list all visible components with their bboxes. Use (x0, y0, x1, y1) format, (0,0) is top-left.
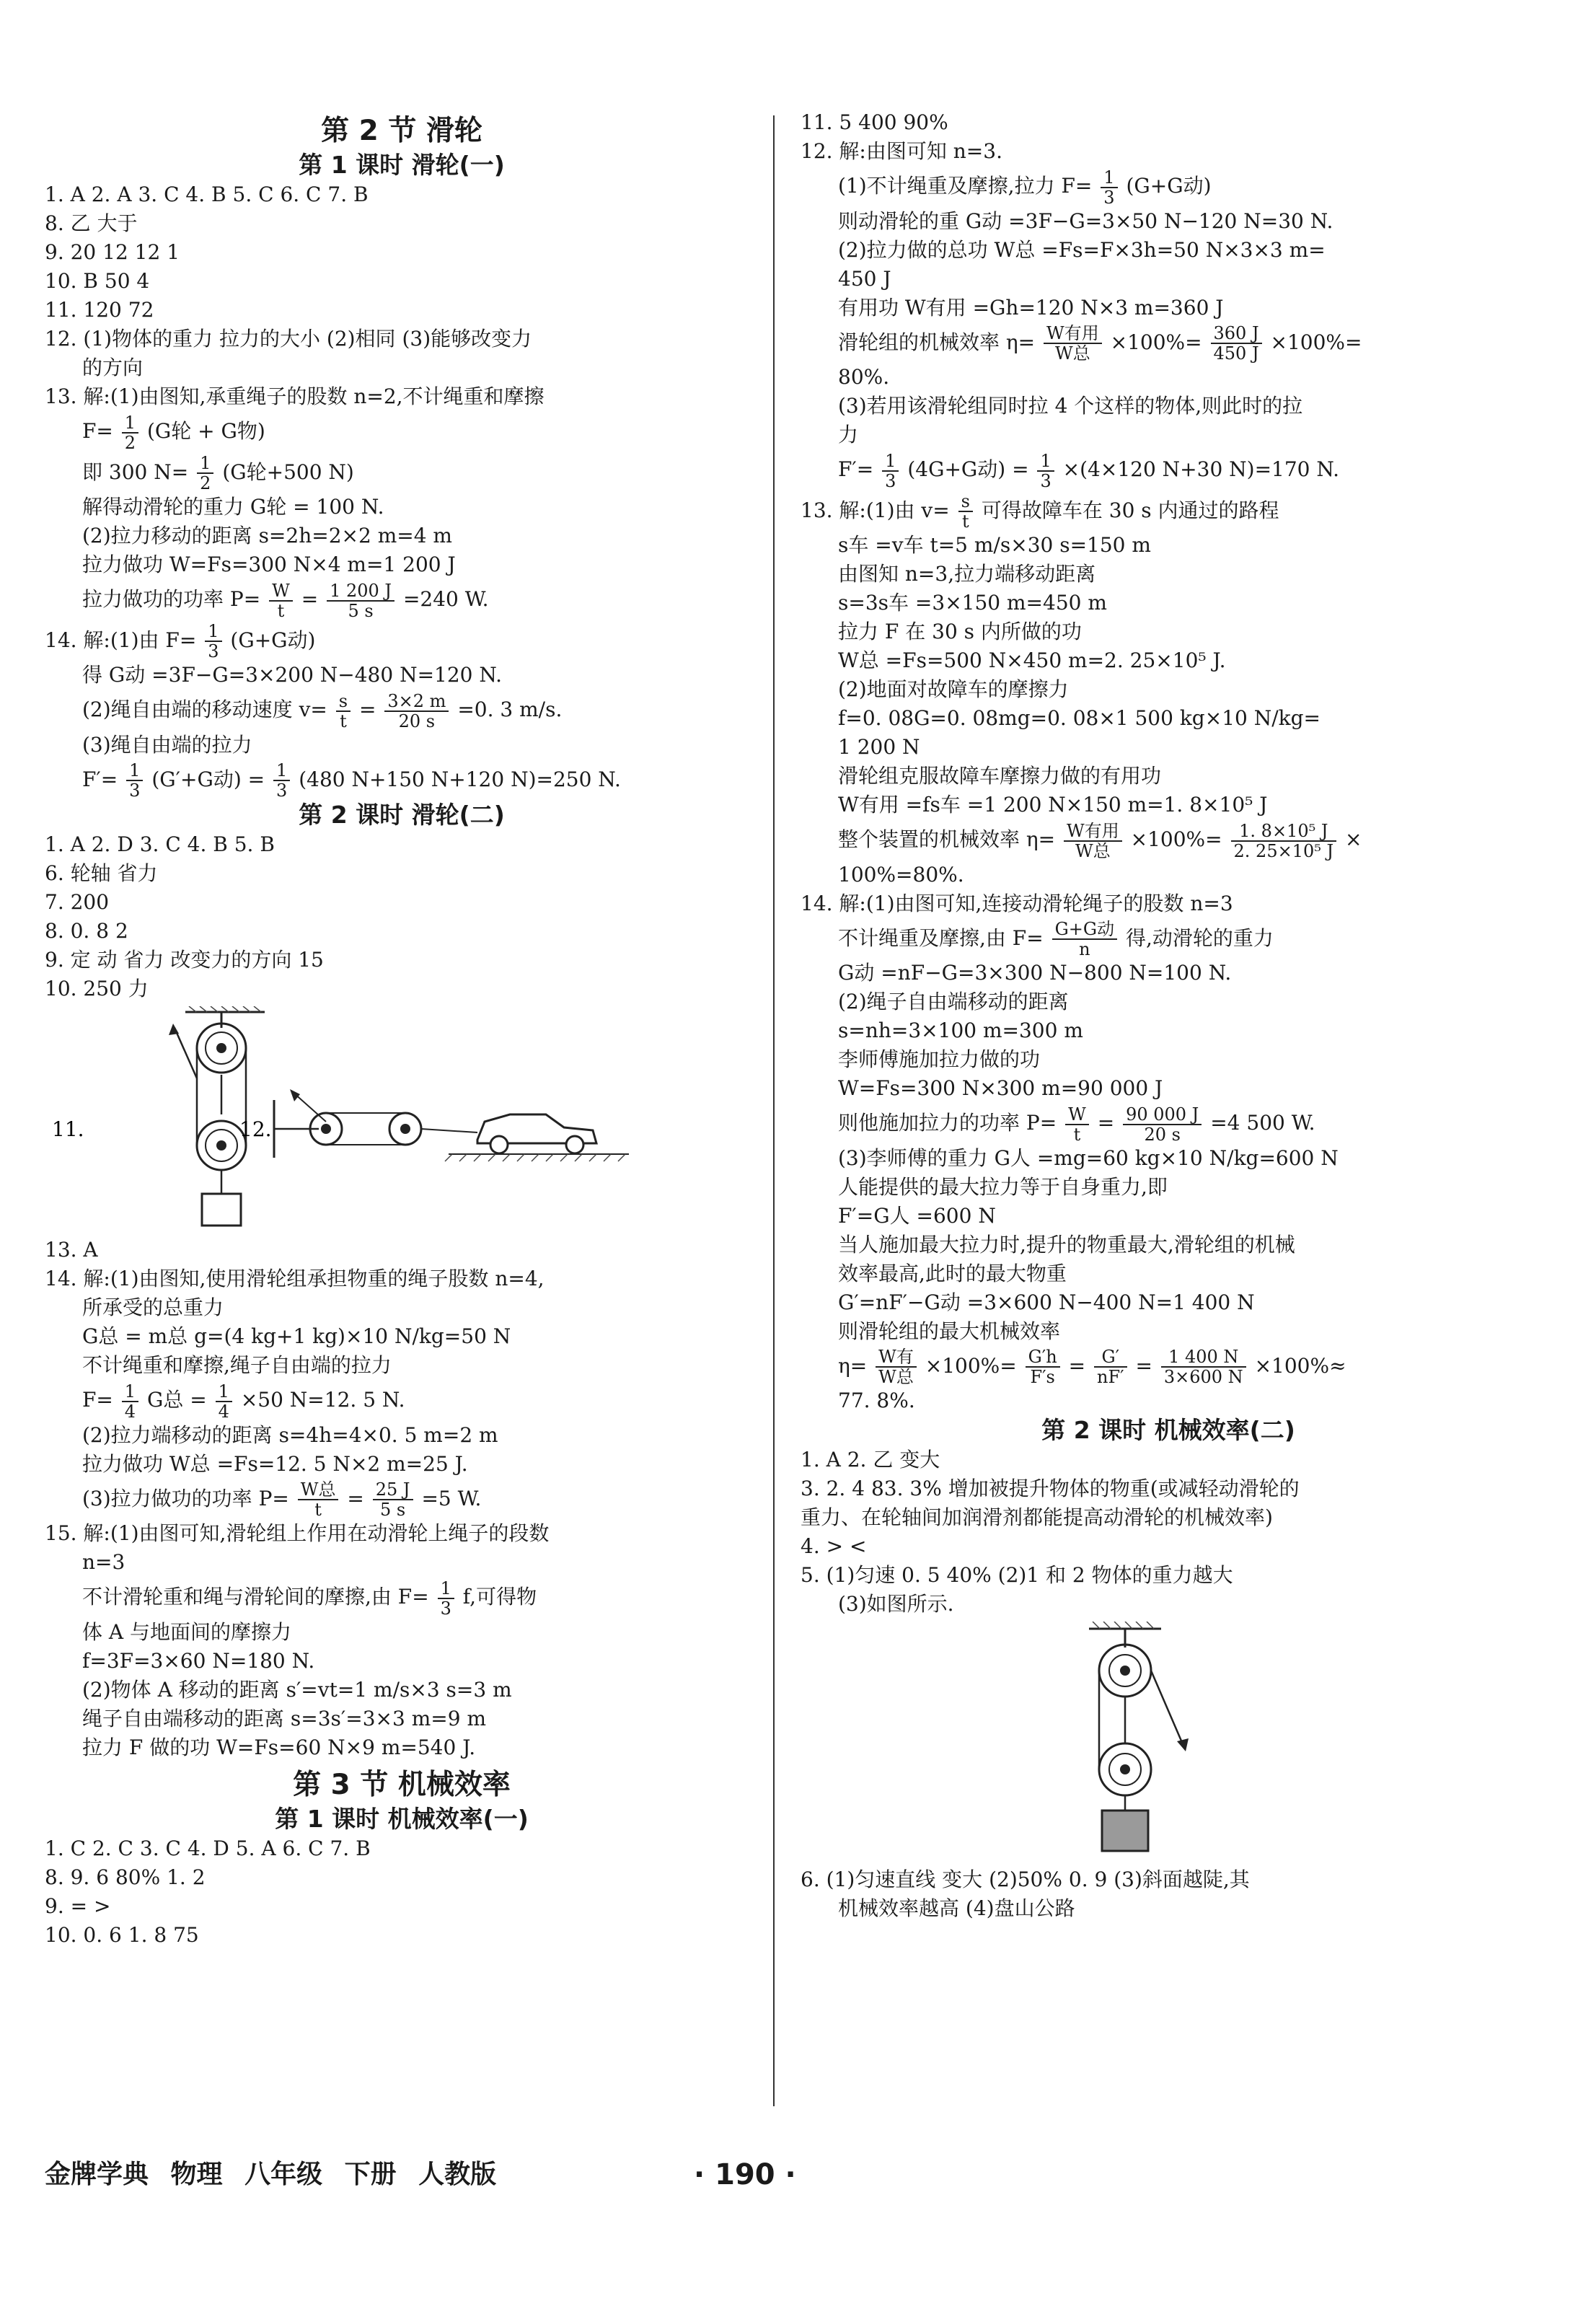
fraction: $\frac{\text{G+G动}}{n}$ (1052, 920, 1117, 959)
solution-line: 14. 解:(1)由 F= $\frac{1}{3}$ (G+G动) (45, 621, 316, 661)
answer-line: 1. A 2. 乙 变大 (801, 1448, 940, 1471)
solution-line: 则他施加拉力的功率 P= $\frac{W}{t}$ = $\frac{90 000 J}{20 s}$ =4 500 W. (838, 1104, 1315, 1145)
solution-line: F= $\frac{1}{4}$ G总 = $\frac{1}{4}$ ×50 N=12. 5 N. (82, 1381, 405, 1422)
fraction: $\frac{1}{3}$ (1101, 168, 1117, 207)
solution-line: 所承受的总重力 (82, 1295, 224, 1319)
answer-line: 8. 0. 8 2 (45, 919, 128, 943)
fraction: $\frac{3\times 2 m}{20 s}$ (384, 692, 449, 731)
answer-line: 机械效率越高 (4)盘山公路 (838, 1896, 1075, 1920)
solution-line: G动 =nF−G=3×300 N−800 N=100 N. (838, 961, 1232, 985)
solution-line: 得 G动 =3F−G=3×200 N−480 N=120 N. (82, 663, 502, 687)
fraction: $\frac{\text{W总}}{t}$ (298, 1480, 339, 1519)
fraction: $\frac{1}{3}$ (882, 452, 899, 490)
fraction: $\frac{1}{3}$ (1037, 452, 1054, 490)
solution-line: 15. 解:(1)由图可知,滑轮组上作用在动滑轮上绳子的段数 (45, 1521, 550, 1545)
page-footer (45, 2153, 1559, 2204)
solution-line: 14. 解:(1)由图知,使用滑轮组承担物重的绳子股数 n=4, (45, 1267, 545, 1290)
answer-line: 11. 5 400 90% (801, 110, 948, 134)
solution-line (45, 411, 759, 452)
solution-line: (2)绳自由端的移动速度 v= $\frac{s}{t}$ = $\frac{3\times 2 m}{20 s}$ =0. 3 m/s. (82, 690, 563, 731)
fraction: $\frac{\text{W有}}{\text{W总}}$ (876, 1347, 917, 1386)
formula-text: (G轮 + G物) (146, 419, 265, 443)
solution-line: 拉力做功的功率 P= $\frac{W}{t}$ = $\frac{1 200 J}{5 s}$ =240 W. (82, 580, 489, 621)
solution-line: 则动滑轮的重 G动 =3F−G=3×50 N−120 N=30 N. (838, 208, 1333, 233)
solution-line: 不计滑轮重和绳与滑轮间的摩擦,由 F= $\frac{1}{3}$ f,可得物 (82, 1578, 537, 1619)
answer-line: 13. A (45, 1238, 98, 1262)
answer-line: 11. 120 72 (45, 298, 154, 322)
answer-line: 8. 9. 6 80% 1. 2 (45, 1865, 206, 1889)
solution-line: s=nh=3×100 m=300 m (838, 1019, 1083, 1042)
solution-line: 滑轮组克服故障车摩擦力做的有用功 (838, 764, 1162, 788)
solution-line: 13. 解:(1)由图知,承重绳子的股数 n=2,不计绳重和摩擦 (45, 384, 545, 408)
solution-line: (3)拉力做功的功率 P= $\frac{\text{W总}}{t}$ = $\frac{25 J}{5 s}$ =5 W. (82, 1479, 482, 1520)
solution-line: F′= $\frac{1}{3}$ (G′+G动) = $\frac{1}{3}$ (480 N+150 N+120 N)=250 N. (82, 760, 621, 801)
solution-line: n=3 (82, 1550, 125, 1574)
formula-text: F= (82, 419, 113, 443)
fraction: $\frac{G'}{nF'}$ (1094, 1347, 1127, 1386)
answer-line: 10. 0. 6 1. 8 75 (45, 1922, 199, 1947)
solution-line: 解得动滑轮的重力 G轮 = 100 N. (82, 495, 384, 519)
solution-line: (3)李师傅的重力 G人 =mg=60 kg×10 N/kg=600 N (838, 1145, 1339, 1170)
answer-line: 10. B 50 4 (45, 269, 150, 293)
answer-line: 8. 乙 大于 (45, 211, 138, 235)
fraction: $\frac{1}{4}$ (216, 1382, 232, 1421)
figure-label: 12. (239, 1117, 272, 1141)
weight-block (202, 1194, 241, 1226)
answer-line: 6. 轮轴 省力 (45, 861, 158, 885)
answer-line: 1. A 2. A 3. C 4. B 5. C 6. C 7. B (45, 182, 369, 206)
pulley-figures (45, 1006, 751, 1230)
pulley-system-diagram (169, 1006, 265, 1226)
right-column (801, 108, 1536, 1923)
fraction: $\frac{25 J}{5 s}$ (373, 1480, 413, 1519)
solution-line: 80%. (838, 365, 890, 389)
lesson-title: 第 1 课时 滑轮(一) (299, 151, 505, 179)
solution-line: 不计绳重及摩擦,由 F= $\frac{\text{G+G动}}{n}$ 得,动滑轮的重力 (838, 919, 1274, 959)
solution-line: (2)拉力端移动的距离 s=4h=4×0. 5 m=2 m (82, 1422, 498, 1447)
weight-block (1102, 1811, 1148, 1851)
answer-line: 6. (1)匀速直线 变大 (2)50% 0. 9 (3)斜面越陡,其 (801, 1868, 1250, 1891)
solution-line: 李师傅施加拉力做的功 (838, 1047, 1041, 1071)
solution-line: (2)物体 A 移动的距离 s′=vt=1 m/s×3 s=3 m (82, 1677, 512, 1702)
solution-line: 1 200 N (838, 735, 920, 759)
answer-line: 的方向 (82, 356, 144, 379)
solution-line: 13. 解:(1)由 v= $\frac{s}{t}$ 可得故障车在 30 s 内通过的路程 (801, 491, 1279, 532)
answer-line: 12. (1)物体的重力 拉力的大小 (2)相同 (3)能够改变力 (45, 327, 532, 351)
solution-line: 绳子自由端移动的距离 s=3s′=3×3 m=9 m (82, 1706, 487, 1730)
solution-line: 即 300 N= $\frac{1}{2}$ (G轮+500 N) (82, 453, 354, 493)
solution-line: (2)拉力移动的距离 s=2h=2×2 m=4 m (82, 524, 452, 547)
fraction: $\frac{\text{W有用}}{\text{W总}}$ (1064, 822, 1122, 861)
fraction: $\frac{s}{t}$ (958, 492, 973, 531)
solution-line: G′=nF′−G动 =3×600 N−400 N=1 400 N (838, 1290, 1255, 1314)
fraction: $\frac{G'h}{F's}$ (1026, 1347, 1060, 1386)
column-divider (773, 115, 775, 2106)
solution-line: 100%=80%. (838, 862, 964, 887)
lesson-title: 第 2 课时 机械效率(二) (1041, 1416, 1295, 1444)
solution-line: 由图知 n=3,拉力端移动距离 (838, 562, 1096, 586)
fraction: $\frac{\text{1. 8×10⁵ J}}{\text{2. 25×10⁵ J}}$ (1231, 822, 1337, 861)
solution-line: 拉力 F 在 30 s 内所做的功 (838, 620, 1082, 643)
lesson-title: 第 2 课时 滑轮(二) (299, 801, 505, 829)
solution-line: f=3F=3×60 N=180 N. (82, 1648, 315, 1673)
book-title: 金牌学典 物理 八年级 下册 人教版 (45, 2160, 497, 2189)
fraction: $\frac{1}{3}$ (438, 1579, 454, 1618)
solution-line: 14. 解:(1)由图可知,连接动滑轮绳子的股数 n=3 (801, 891, 1233, 915)
solution-line: (2)地面对故障车的摩擦力 (838, 677, 1069, 701)
lesson-title: 第 1 课时 机械效率(一) (275, 1804, 529, 1833)
solution-line: W有用 =fs车 =1 200 N×150 m=1. 8×10⁵ J (838, 793, 1268, 817)
solution-line: 有用功 W有用 =Gh=120 N×3 m=360 J (838, 295, 1224, 320)
solution-line: 当人施加最大拉力时,提升的物重最大,滑轮组的机械 (838, 1232, 1295, 1257)
fraction: $\frac{1 200 J}{5 s}$ (327, 581, 394, 620)
pulley-diagram-answer (801, 1622, 1522, 1860)
fraction: $\frac{s}{t}$ (336, 692, 350, 731)
fraction: $\frac{1 400 N}{3\times 600 N}$ (1161, 1347, 1246, 1386)
solution-line: (2)绳子自由端移动的距离 (838, 990, 1069, 1013)
solution-line: 整个装置的机械效率 η= $\frac{\text{W有用}}{\text{W总}}$ ×100%= $\frac{\text{1. 8×10⁵ J}}{\text{2. 25×10⁵ J}}$ × (838, 820, 1362, 861)
answer-line: 重力、在轮轴间加润滑剂都能提高动滑轮的机械效率) (801, 1505, 1273, 1529)
solution-line: F′=G人 =600 N (838, 1203, 996, 1228)
solution-line: 则滑轮组的最大机械效率 (838, 1319, 1061, 1343)
solution-line: 拉力做功 W总 =Fs=12. 5 N×2 m=25 J. (82, 1451, 468, 1476)
solution-line: 不计绳重和摩擦,绳子自由端的拉力 (82, 1353, 392, 1377)
answer-line: 4. > < (801, 1534, 867, 1558)
fraction: $\frac{90 000 J}{20 s}$ (1123, 1105, 1202, 1144)
answer-line: 9. = > (45, 1893, 111, 1918)
fraction: $\frac{\text{W有用}}{\text{W总}}$ (1044, 324, 1102, 363)
answer-line: 1. A 2. D 3. C 4. B 5. B (45, 832, 275, 856)
solution-line: 力 (838, 423, 859, 446)
page-number: · 190 · (694, 2158, 796, 2191)
solution-line: f=0. 08G=0. 08mg=0. 08×1 500 kg×10 N/kg= (838, 706, 1321, 730)
answer-line: 1. C 2. C 3. C 4. D 5. A 6. C 7. B (45, 1836, 371, 1860)
fraction: $\frac{1}{2}$ (122, 413, 138, 452)
solution-line: (1)不计绳重及摩擦,拉力 F= $\frac{1}{3}$ (G+G动) (838, 167, 1212, 208)
answer-line: 9. 20 12 12 1 (45, 240, 180, 264)
left-column (45, 108, 759, 1950)
solution-line: 滑轮组的机械效率 η= $\frac{\text{W有用}}{\text{W总}}$ ×100%= $\frac{360 J}{450 J}$ ×100%= (838, 323, 1362, 364)
solution-line: 人能提供的最大拉力等于自身重力,即 (838, 1174, 1168, 1199)
figure-label: 11. (52, 1117, 84, 1141)
answer-line: 9. 定 动 省力 改变力的方向 15 (45, 948, 324, 972)
solution-line: s=3s车 =3×150 m=450 m (838, 591, 1107, 615)
answer-line: 7. 200 (45, 890, 110, 914)
solution-line: F′= $\frac{1}{3}$ (4G+G动) = $\frac{1}{3}$ ×(4×120 N+30 N)=170 N. (838, 450, 1340, 491)
fraction: $\frac{360 J}{450 J}$ (1211, 324, 1262, 363)
solution-line: W总 =Fs=500 N×450 m=2. 25×10⁵ J. (838, 648, 1226, 672)
solution-line: (3)绳自由端的拉力 (82, 732, 252, 757)
solution-line: (2)拉力做的总功 W总 =Fs=F×3h=50 N×3×3 m= (838, 237, 1326, 262)
fraction: $\frac{1}{3}$ (273, 761, 290, 800)
fraction: $\frac{W}{t}$ (269, 581, 293, 620)
solution-line: 拉力 F 做的功 W=Fs=60 N×9 m=540 J. (82, 1735, 476, 1759)
solution-line: 拉力做功 W=Fs=300 N×4 m=1 200 J (82, 553, 456, 576)
solution-line: (3)若用该滑轮组同时拉 4 个这样的物体,则此时的拉 (838, 394, 1303, 418)
solution-line: 体 A 与地面间的摩擦力 (82, 1619, 292, 1644)
answer-line: (3)如图所示. (838, 1592, 954, 1616)
fraction: $\frac{1}{2}$ (197, 454, 213, 493)
fraction: $\frac{1}{4}$ (122, 1382, 138, 1421)
solution-line: η= $\frac{\text{W有}}{\text{W总}}$ ×100%= $\frac{G'h}{F's}$ = $\frac{G'}{nF'}$ = $\frac{1 400 N}{3\times 600 N}$ ×100%≈ (838, 1347, 1346, 1387)
answer-line: 3. 2. 4 83. 3% 增加被提升物体的物重(或减轻动滑轮的 (801, 1477, 1300, 1500)
section-title: 第 2 节 滑轮 (321, 115, 482, 147)
car-pulley-diagram (274, 1089, 629, 1161)
solution-line: 12. 解:由图可知 n=3. (801, 139, 1002, 163)
solution-line: 效率最高,此时的最大物重 (838, 1261, 1067, 1285)
solution-line: W=Fs=300 N×300 m=90 000 J (838, 1076, 1163, 1100)
fraction: $\frac{1}{3}$ (205, 622, 221, 661)
fraction: $\frac{1}{3}$ (126, 761, 143, 800)
fraction: $\frac{W}{t}$ (1065, 1105, 1089, 1144)
section-title: 第 3 节 机械效率 (293, 1768, 511, 1801)
solution-line: s车 =v车 t=5 m/s×30 s=150 m (838, 533, 1151, 557)
answer-line: 10. 250 力 (45, 977, 149, 1000)
solution-line: G总 = m总 g=(4 kg+1 kg)×10 N/kg=50 N (82, 1324, 511, 1348)
solution-line: 450 J (838, 266, 891, 291)
solution-line: 77. 8%. (838, 1389, 915, 1412)
answer-line: 5. (1)匀速 0. 5 40% (2)1 和 2 物体的重力越大 (801, 1563, 1233, 1587)
